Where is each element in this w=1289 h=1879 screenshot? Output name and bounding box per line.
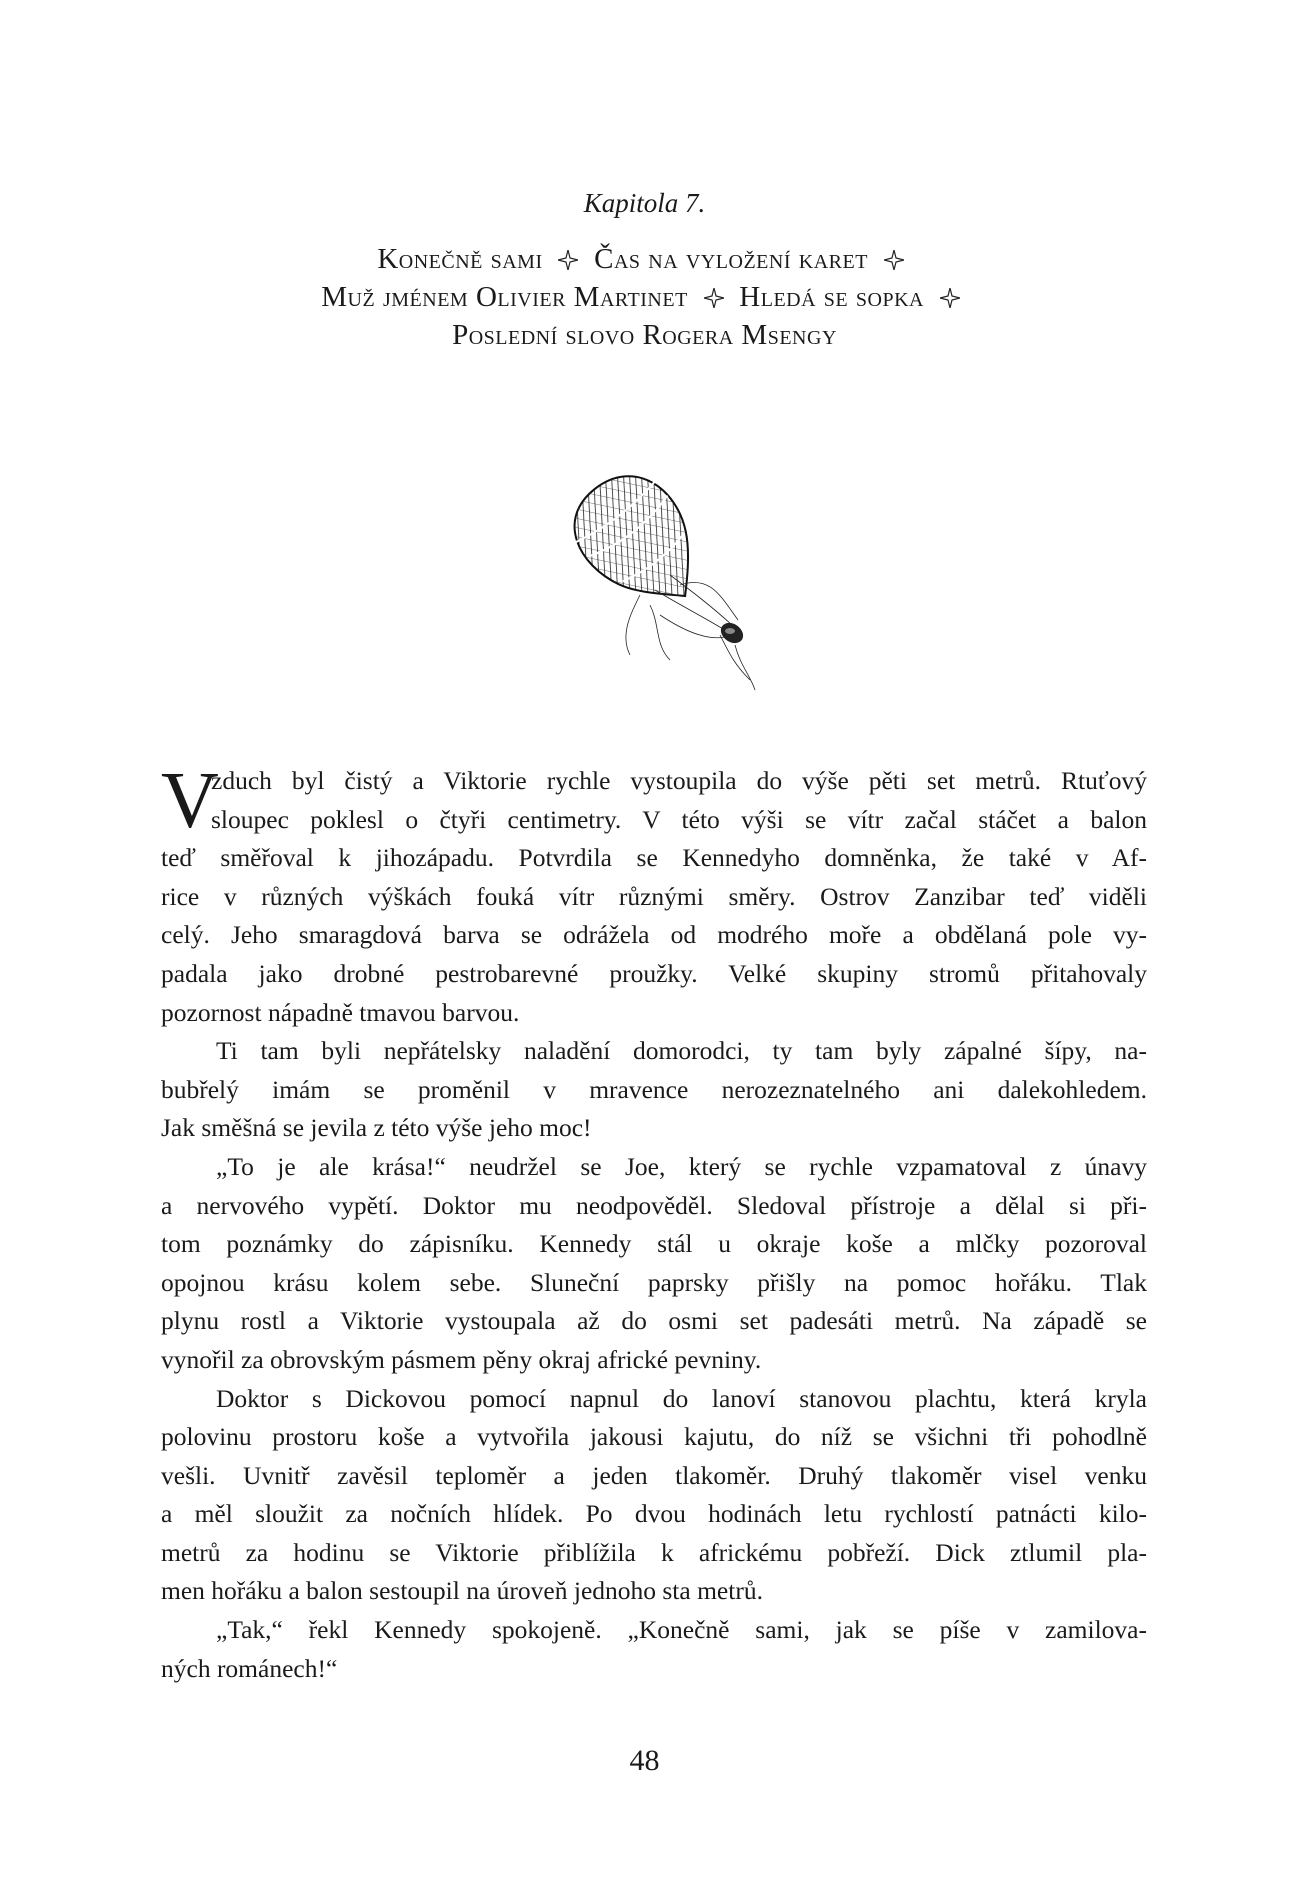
text-line: Doktor s Dickovou pomocí napnul do lanoví stanovou plachtu, která kryla [216,1383,1147,1413]
text-line: zduch byl čistý a Viktorie rychle vystoupila do výše pěti set metrů. Rtuťový [211,766,1147,795]
heading-title: Konečně sami [377,243,543,275]
four-point-star-icon [940,288,960,308]
text-line: bubřelý imám se proměnil v mravence nerozeznatelného ani dalekohledem. [161,1074,1147,1104]
text-line: padala jako drobné pestrobarevné proužky. Velké skupiny stromů přitahovaly [161,958,1147,988]
chapter-heading [0,240,1289,354]
body-text [161,757,1147,1688]
text-line: a nervového vypětí. Doktor mu neodpověděl. Sledoval přístroje a dělal si při- [161,1190,1147,1220]
heading-line [0,316,1289,354]
four-point-star-icon [884,250,904,270]
text-line: a měl sloužit za nočních hlídek. Po dvou hodinách letu rychlostí patnácti kilo- [161,1499,1147,1529]
heading-title: Poslední slovo Rogera Msengy [452,319,837,351]
heading-title: Hledá se sopka [739,281,924,313]
heading-line [0,240,1289,278]
four-point-star-icon [704,288,724,308]
text-line: plynu rostl a Viktorie vystoupala až do osmi set padesáti metrů. Na západě se [161,1306,1147,1336]
text-line: „To je ale krása!“ neudržel se Joe, který se rychle vzpamatoval z únavy [216,1151,1147,1181]
heading-title: Muž jménem Olivier Martinet [321,281,688,313]
heading-title: Čas na vyložení karet [594,243,868,275]
text-line: vynořil za obrovským pásmem pěny okraj africké pevniny. [161,1344,762,1374]
text-line: men hořáku a balon sestoupil na úroveň jednoho sta metrů. [161,1576,763,1606]
text-line: metrů za hodinu se Viktorie přiblížila k africkému pobřeží. Dick ztlumil pla- [161,1537,1147,1567]
text-line: celý. Jeho smaragdová barva se odrážela od modrého moře a obdělaná pole vy- [161,920,1147,950]
text-line: polovinu prostoru koše a vytvořila jakousi kajutu, do níž se všichni tři pohodlně [161,1422,1147,1452]
text-line: opojnou krásu kolem sebe. Sluneční paprsky přišly na pomoc hořáku. Tlak [161,1267,1147,1297]
text-line: Jak směšná se jevila z této výše jeho moc! [161,1113,592,1143]
text-line: tom poznámky do zápisníku. Kennedy stál u okraje koše a mlčky pozoroval [161,1229,1147,1259]
page-number: 48 [629,1744,660,1777]
text-line: ných románech!“ [161,1653,338,1683]
chapter-label: Kapitola 7. [583,188,706,218]
four-point-star-icon [558,250,578,270]
hot-air-balloon-illustration [560,465,790,695]
drop-cap: V [161,757,219,845]
heading-line [0,278,1289,316]
text-line: sloupec poklesl o čtyři centimetry. V této výši se vítr začal stáčet a balon [211,804,1147,834]
text-line: teď směřoval k jihozápadu. Potvrdila se Kennedyho domněnka, že také v Af- [161,843,1147,873]
text-line: vešli. Uvnitř zavěsil teploměr a jeden tlakoměr. Druhý tlakoměr visel venku [161,1460,1147,1490]
text-line: rice v různých výškách fouká vítr různými směry. Ostrov Zanzibar teď viděli [161,881,1147,911]
text-line: pozornost nápadně tmavou barvou. [161,997,520,1027]
text-line: „Tak,“ řekl Kennedy spokojeně. „Konečně sami, jak se píše v zamilova- [216,1615,1147,1645]
text-line: Ti tam byli nepřátelsky naladění domorodci, ty tam byly zápalné šípy, na- [216,1036,1147,1066]
